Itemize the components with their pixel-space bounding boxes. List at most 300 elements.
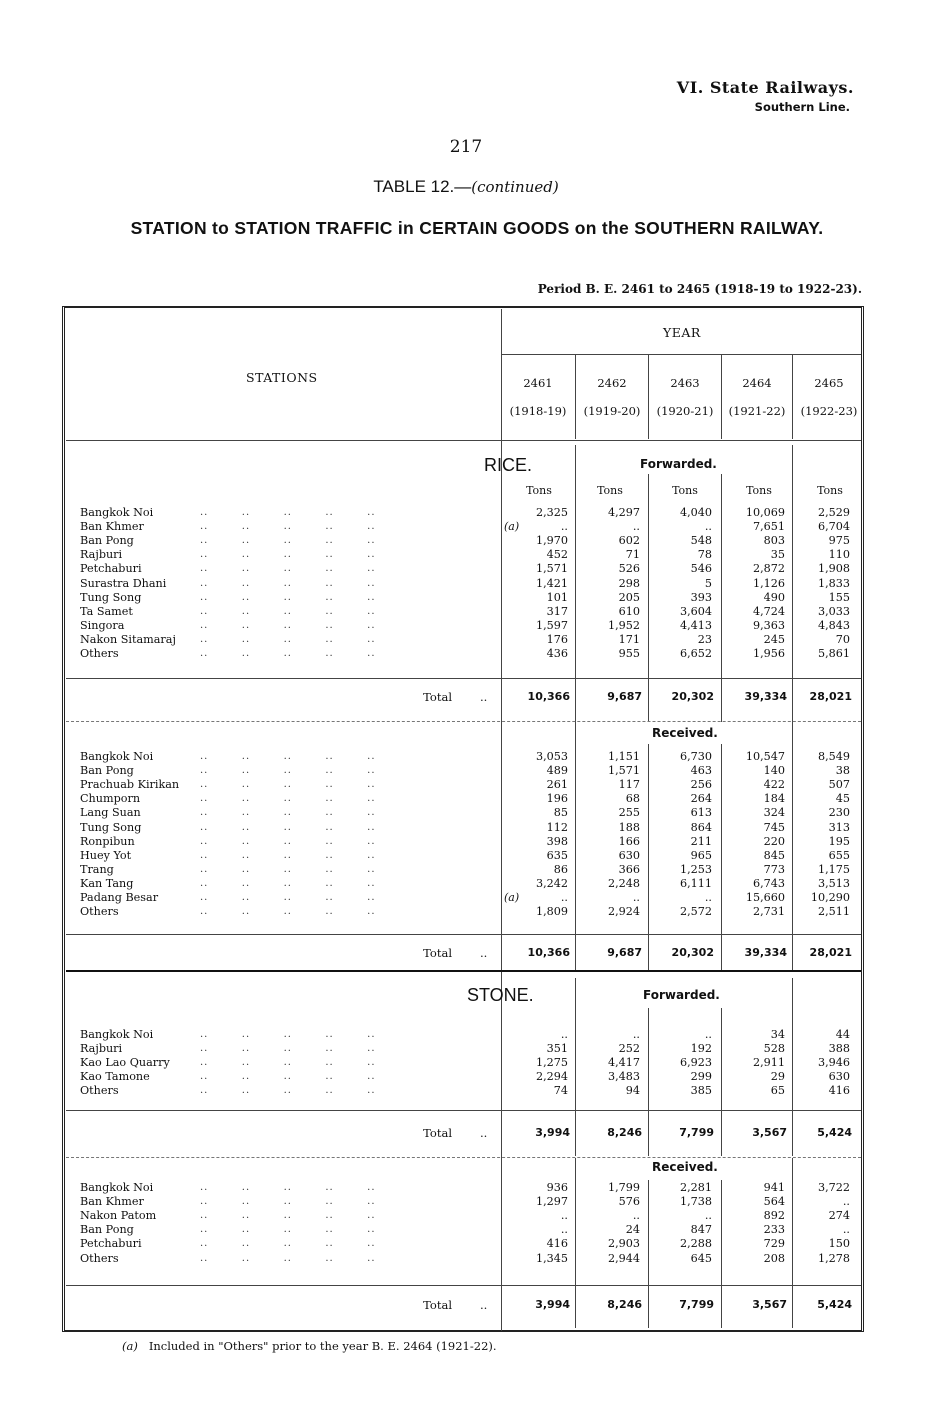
table-cell: 1,833	[817, 576, 850, 590]
table-cell: 2,288	[679, 1237, 712, 1251]
table-row	[80, 591, 870, 605]
table-cell: 35	[770, 548, 785, 562]
header-bottom-line	[66, 440, 861, 441]
table-cell: 261	[546, 778, 568, 792]
table-row	[80, 1028, 870, 1042]
table-cell: 38	[835, 764, 850, 778]
table-cell: 490	[763, 590, 785, 604]
station-name: Ban Pong	[80, 534, 134, 548]
table-cell: 452	[546, 548, 568, 562]
table-cell: 528	[763, 1042, 785, 1056]
table-cell: 1,597	[535, 618, 568, 632]
leader-dots: .. .. .. .. ..	[200, 892, 376, 903]
station-name: Bangkok Noi	[80, 1181, 154, 1194]
table-cell: 398	[546, 834, 568, 848]
station-name: Tung Song	[80, 590, 142, 604]
station-name: Others	[80, 1084, 119, 1098]
table-cell: ..	[704, 520, 712, 534]
table-cell: 803	[763, 534, 785, 548]
table-cell: 117	[618, 778, 640, 792]
table-row	[80, 577, 870, 591]
total-cell: 5,424	[817, 1126, 852, 1139]
total-cell: 7,799	[679, 1126, 714, 1139]
table-cell: 773	[763, 862, 785, 876]
table-cell: 1,126	[752, 576, 785, 590]
table-row	[80, 877, 870, 891]
total-row	[0, 689, 900, 705]
total-line	[66, 678, 861, 679]
year-be: 2463	[670, 376, 700, 390]
leader-dots: ..	[480, 1126, 488, 1140]
table-cell: 1,275	[535, 1056, 568, 1070]
total-cell: 3,994	[535, 1298, 570, 1311]
table-cell: 2,872	[752, 562, 785, 576]
station-name: Bangkok Noi	[80, 506, 154, 519]
table-row	[80, 905, 870, 919]
table-cell: 78	[697, 548, 712, 562]
table-cell: 2,511	[817, 905, 850, 919]
station-name: Nakon Patom	[80, 1209, 157, 1223]
col-divider	[648, 355, 649, 439]
table-cell: ..	[560, 1028, 568, 1041]
table-row	[80, 619, 870, 633]
table-cell: 576	[618, 1195, 640, 1209]
table-cell: 324	[763, 806, 785, 820]
table-cell: 1,956	[752, 647, 785, 660]
leader-dots: .. .. .. .. ..	[200, 1224, 376, 1236]
table-cell: 3,483	[607, 1070, 640, 1084]
table-cell: 635	[546, 848, 568, 862]
table-cell: 313	[828, 820, 850, 834]
station-name: Ban Pong	[80, 1223, 134, 1237]
total-cell: 28,021	[809, 690, 852, 703]
total-cell: 39,334	[744, 690, 787, 703]
table-cell: 613	[690, 806, 712, 820]
leader-dots: ..	[480, 946, 488, 960]
table-cell: 1,571	[607, 764, 640, 778]
station-name: Ronpibun	[80, 834, 135, 848]
table-cell: ..	[632, 891, 640, 904]
year-divider	[501, 354, 861, 355]
table-cell: 44	[835, 1028, 850, 1041]
table-cell: 2,911	[752, 1056, 785, 1070]
station-name: Huey Yot	[80, 848, 132, 862]
station-name: Ban Khmer	[80, 1195, 144, 1209]
leader-dots: .. .. .. .. ..	[200, 535, 376, 547]
table-cell: ..	[842, 1223, 850, 1237]
col-divider	[792, 355, 793, 439]
block-label: Forwarded.	[643, 988, 720, 1002]
leader-dots: .. .. .. .. ..	[200, 863, 376, 875]
table-cell: 1,345	[535, 1251, 568, 1265]
table-row	[80, 1084, 870, 1098]
station-name: Tung Song	[80, 820, 142, 834]
year-ce: (1918-19)	[509, 404, 567, 418]
table-cell: 4,724	[752, 604, 785, 618]
col-divider	[575, 355, 576, 439]
table-cell: 9,363	[752, 618, 785, 632]
table-row	[80, 821, 870, 835]
leader-dots: .. .. .. .. ..	[200, 1182, 376, 1193]
block-label: Received.	[652, 1160, 718, 1174]
station-name: Ban Khmer	[80, 520, 144, 534]
total-label: Total	[423, 1298, 452, 1312]
table-cell: 196	[546, 792, 568, 806]
table-cell: 436	[546, 647, 568, 660]
table-row	[80, 792, 870, 806]
table-cell: 864	[690, 820, 712, 834]
table-cell: 2,529	[817, 506, 850, 519]
leader-dots: .. .. .. .. ..	[200, 1238, 376, 1250]
leader-dots: .. .. .. .. ..	[200, 591, 376, 603]
table-cell: 1,809	[535, 905, 568, 919]
col-divider	[721, 355, 722, 439]
leader-dots: .. .. .. .. ..	[200, 605, 376, 617]
table-cell: 2,281	[679, 1181, 712, 1194]
page-header	[677, 78, 854, 114]
leader-dots: .. .. .. .. ..	[200, 1057, 376, 1069]
block-divider	[66, 721, 861, 722]
total-label: Total	[423, 1126, 452, 1140]
table-cell: 256	[690, 778, 712, 792]
table-cell: 955	[618, 647, 640, 660]
table-cell: 317	[546, 604, 568, 618]
station-name: Kao Tamone	[80, 1070, 150, 1084]
table-cell: 602	[618, 534, 640, 548]
table-cell: 74	[553, 1084, 568, 1098]
leader-dots: .. .. .. .. ..	[200, 563, 376, 575]
table-row	[80, 806, 870, 820]
table-cell: 245	[763, 632, 785, 646]
year-be: 2464	[742, 376, 772, 390]
table-cell: 24	[625, 1223, 640, 1237]
station-name: Bangkok Noi	[80, 750, 154, 763]
table-cell: 70	[835, 632, 850, 646]
leader-dots: ..	[480, 1298, 488, 1312]
note-mark: (a)	[504, 891, 520, 904]
total-cell: 7,799	[679, 1298, 714, 1311]
leader-dots: .. .. .. .. ..	[200, 633, 376, 645]
table-cell: 4,413	[679, 618, 712, 632]
table-cell: 936	[546, 1181, 568, 1194]
station-name: Others	[80, 1251, 119, 1265]
table-cell: 892	[763, 1209, 785, 1223]
total-cell: 20,302	[671, 946, 714, 959]
table-cell: 264	[690, 792, 712, 806]
table-cell: 4,843	[817, 618, 850, 632]
table-cell: 2,325	[535, 506, 568, 519]
total-cell: 3,567	[752, 1126, 787, 1139]
block-label: Forwarded.	[640, 457, 717, 471]
line-title: Southern Line.	[754, 100, 850, 114]
stations-label: STATIONS	[246, 370, 318, 385]
leader-dots: .. .. .. .. ..	[200, 549, 376, 561]
table-cell: 188	[618, 820, 640, 834]
leader-dots: .. .. .. .. ..	[200, 906, 376, 918]
total-label: Total	[423, 946, 452, 960]
table-cell: 45	[835, 792, 850, 806]
table-cell: ..	[632, 1209, 640, 1223]
table-cell: 2,572	[679, 905, 712, 919]
table-cell: 29	[770, 1070, 785, 1084]
leader-dots: ..	[480, 690, 488, 704]
leader-dots: .. .. .. .. ..	[200, 793, 376, 805]
table-cell: 1,908	[817, 562, 850, 576]
total-cell: 9,687	[607, 946, 642, 959]
table-cell: 211	[690, 834, 712, 848]
table-cell: 564	[763, 1195, 785, 1209]
station-name: Petchaburi	[80, 1237, 142, 1251]
table-cell: ..	[632, 520, 640, 534]
table-row	[80, 506, 870, 520]
total-cell: 8,246	[607, 1126, 642, 1139]
year-ce: (1920-21)	[656, 404, 714, 418]
total-line	[66, 1110, 861, 1111]
station-name: Bangkok Noi	[80, 1028, 154, 1041]
table-cell: 1,297	[535, 1195, 568, 1209]
table-cell: 847	[690, 1223, 712, 1237]
leader-dots: .. .. .. .. ..	[200, 1043, 376, 1055]
station-name: Trang	[80, 862, 114, 876]
table-cell: 6,743	[752, 876, 785, 890]
footnote-text: Included in "Others" prior to the year B. E. 2464 (1921-22).	[148, 1339, 497, 1353]
station-name: Padang Besar	[80, 891, 159, 904]
table-cell: 192	[690, 1042, 712, 1056]
block-divider	[66, 1157, 861, 1158]
table-cell: 3,053	[535, 750, 568, 763]
table-row	[80, 891, 870, 905]
total-cell: 3,994	[535, 1126, 570, 1139]
leader-dots: .. .. .. .. ..	[200, 1252, 376, 1264]
section-title: VI. State Railways.	[676, 78, 854, 97]
table-cell: ..	[560, 1209, 568, 1223]
year-be: 2465	[814, 376, 844, 390]
table-cell: 1,738	[679, 1195, 712, 1209]
table-cell: 140	[763, 764, 785, 778]
leader-dots: .. .. .. .. ..	[200, 1071, 376, 1083]
table-row	[80, 633, 870, 647]
table-cell: 2,903	[607, 1237, 640, 1251]
note-mark: (a)	[504, 520, 520, 534]
station-name: Prachuab Kirikan	[80, 778, 180, 792]
table-cell: 255	[618, 806, 640, 820]
unit-label: Tons	[817, 484, 843, 497]
station-name: Others	[80, 647, 119, 660]
table-cell: 729	[763, 1237, 785, 1251]
table-cell: 546	[690, 562, 712, 576]
table-cell: 2,924	[607, 905, 640, 919]
leader-dots: .. .. .. .. ..	[200, 751, 376, 762]
table-cell: 10,290	[810, 891, 850, 904]
total-cell: 20,302	[671, 690, 714, 703]
table-cell: 610	[618, 604, 640, 618]
table-row	[80, 548, 870, 562]
station-name: Surastra Dhani	[80, 576, 167, 590]
table-cell: ..	[560, 891, 568, 904]
table-cell: 34	[770, 1028, 785, 1041]
table-cell: 1,571	[535, 562, 568, 576]
leader-dots: .. .. .. .. ..	[200, 619, 376, 631]
station-name: Lang Suan	[80, 806, 141, 820]
station-name: Ban Pong	[80, 764, 134, 778]
table-cell: 941	[763, 1181, 785, 1194]
table-cell: 2,248	[607, 876, 640, 890]
station-name: Petchaburi	[80, 562, 142, 576]
table-cell: 233	[763, 1223, 785, 1237]
total-row	[0, 1125, 900, 1141]
table-row	[80, 863, 870, 877]
table-row	[80, 534, 870, 548]
table-label	[0, 177, 932, 197]
table-row	[80, 778, 870, 792]
table-cell: 655	[828, 848, 850, 862]
table-cell: 176	[546, 632, 568, 646]
leader-dots: .. .. .. .. ..	[200, 877, 376, 889]
table-cell: 205	[618, 590, 640, 604]
table-cell: 184	[763, 792, 785, 806]
table-cell: 385	[690, 1084, 712, 1098]
period-label: Period B. E. 2461 to 2465 (1918-19 to 1922-23).	[537, 282, 862, 296]
table-cell: ..	[704, 1209, 712, 1223]
year-label: YEAR	[663, 325, 701, 340]
table-cell: 150	[828, 1237, 850, 1251]
total-cell: 3,567	[752, 1298, 787, 1311]
table-row	[80, 1237, 870, 1251]
total-cell: 10,366	[527, 946, 570, 959]
table-cell: 1,278	[817, 1251, 850, 1265]
section-heading: RICE.	[484, 455, 533, 475]
table-cell: 3,513	[817, 876, 850, 890]
leader-dots: .. .. .. .. ..	[200, 577, 376, 589]
leader-dots: .. .. .. .. ..	[200, 779, 376, 791]
table-cell: 15,660	[745, 891, 785, 904]
leader-dots: .. .. .. .. ..	[200, 1196, 376, 1208]
table-row	[80, 849, 870, 863]
leader-dots: .. .. .. .. ..	[200, 648, 376, 659]
table-cell: 3,722	[817, 1181, 850, 1194]
table-cell: 630	[828, 1070, 850, 1084]
leader-dots: .. .. .. .. ..	[200, 521, 376, 533]
total-cell: 28,021	[809, 946, 852, 959]
leader-dots: .. .. .. .. ..	[200, 807, 376, 819]
table-cell: 1,952	[607, 618, 640, 632]
table-cell: 299	[690, 1070, 712, 1084]
station-name: Kan Tang	[80, 876, 134, 890]
unit-label: Tons	[526, 484, 552, 497]
table-cell: 10,547	[745, 750, 785, 763]
station-name: Singora	[80, 618, 125, 632]
table-row	[80, 605, 870, 619]
table-cell: 416	[546, 1237, 568, 1251]
table-cell: ..	[632, 1028, 640, 1041]
table-cell: 195	[828, 834, 850, 848]
table-cell: ..	[560, 520, 568, 534]
station-name: Rajburi	[80, 548, 123, 562]
table-row	[80, 835, 870, 849]
table-cell: 155	[828, 590, 850, 604]
table-cell: 422	[763, 778, 785, 792]
table-cell: ..	[560, 1223, 568, 1237]
table-cell: 366	[618, 862, 640, 876]
table-cell: 6,704	[817, 520, 850, 534]
total-cell: 9,687	[607, 690, 642, 703]
year-be: 2462	[597, 376, 627, 390]
table-cell: ..	[704, 891, 712, 904]
footnote-mark: (a)	[122, 1339, 138, 1353]
table-cell: 1,175	[817, 862, 850, 876]
total-cell: 8,246	[607, 1298, 642, 1311]
table-cell: 85	[553, 806, 568, 820]
year-ce: (1919-20)	[583, 404, 641, 418]
table-cell: 4,040	[679, 506, 712, 519]
table-cell: ..	[704, 1028, 712, 1041]
table-row	[80, 562, 870, 576]
leader-dots: .. .. .. .. ..	[200, 835, 376, 847]
table-cell: 112	[546, 820, 568, 834]
total-line	[66, 934, 861, 935]
table-cell: 10,069	[745, 506, 785, 519]
table-cell: 220	[763, 834, 785, 848]
table-cell: 94	[625, 1084, 640, 1098]
station-name: Chumporn	[80, 792, 141, 806]
table-cell: 2,294	[535, 1070, 568, 1084]
leader-dots: .. .. .. .. ..	[200, 1085, 376, 1097]
table-continued: (continued)	[471, 178, 559, 196]
table-cell: 489	[546, 764, 568, 778]
table-cell: 6,730	[679, 750, 712, 763]
leader-dots: .. .. .. .. ..	[200, 1029, 376, 1040]
table-cell: 645	[690, 1251, 712, 1265]
table-cell: 6,923	[679, 1056, 712, 1070]
table-cell: 1,970	[535, 534, 568, 548]
table-cell: 71	[625, 548, 640, 562]
table-cell: 2,731	[752, 905, 785, 919]
table-cell: 23	[697, 632, 712, 646]
year-ce: (1922-23)	[800, 404, 858, 418]
table-row	[80, 1223, 870, 1237]
table-cell: 965	[690, 848, 712, 862]
table-cell: 507	[828, 778, 850, 792]
section-heading: STONE.	[467, 985, 534, 1005]
total-line	[66, 1285, 861, 1286]
table-cell: 1,253	[679, 862, 712, 876]
total-row	[0, 1297, 900, 1313]
table-cell: 110	[828, 548, 850, 562]
table-cell: 393	[690, 590, 712, 604]
total-label: Total	[423, 690, 452, 704]
table-cell: 252	[618, 1042, 640, 1056]
table-cell: 86	[553, 862, 568, 876]
table-row	[80, 1181, 870, 1195]
table-cell: 1,421	[535, 576, 568, 590]
table-cell: 6,652	[679, 647, 712, 660]
table-cell: 416	[828, 1084, 850, 1098]
table-cell: 4,417	[607, 1056, 640, 1070]
table-cell: 388	[828, 1042, 850, 1056]
table-row	[80, 1070, 870, 1084]
table-title: STATION to STATION TRAFFIC in CERTAIN GOODS on the SOUTHERN RAILWAY.	[130, 218, 824, 238]
unit-label: Tons	[597, 484, 623, 497]
table-cell: 463	[690, 764, 712, 778]
table-row	[80, 1056, 870, 1070]
table-cell: 68	[625, 792, 640, 806]
leader-dots: .. .. .. .. ..	[200, 1210, 376, 1222]
station-name: Nakon Sitamaraj	[80, 632, 176, 646]
table-cell: 7,651	[752, 520, 785, 534]
unit-label: Tons	[672, 484, 698, 497]
table-row	[80, 520, 870, 534]
total-cell: 10,366	[527, 690, 570, 703]
